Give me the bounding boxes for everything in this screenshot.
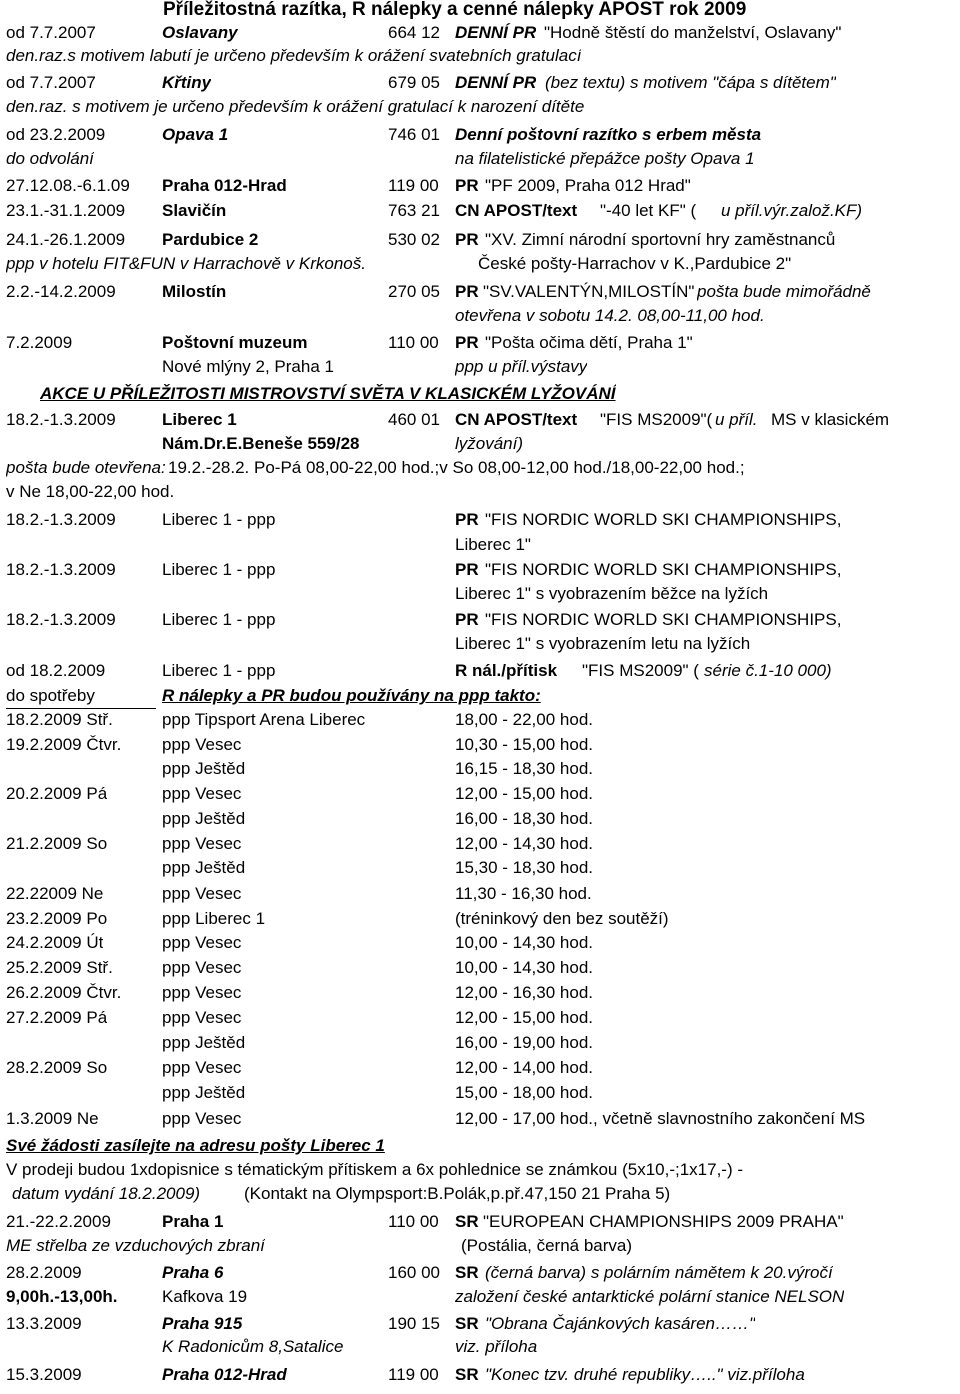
row-48-text-1: (Postália, černá barva) [461, 1236, 633, 1255]
row-17-text-0: pošta bude otevřena: [6, 458, 166, 477]
row-23-text-3: "FIS NORDIC WORLD SKI CHAMPIONSHIPS, [485, 610, 842, 629]
row-51-text-2: 190 15 [388, 1314, 440, 1333]
row-8-text-1: Pardubice 2 [162, 230, 259, 249]
row-3-text-0: den.raz. s motivem je určeno především k orážení gratulací k narození dítěte [6, 97, 585, 116]
row-46-text-1: (Kontakt na Olympsport:B.Polák,p.př.47,150 21 Praha 5) [244, 1184, 671, 1203]
row-34-text-0: 22.22009 Ne [6, 884, 104, 903]
row-0-text-2: 664 12 [388, 23, 440, 42]
row-10-text-1: Milostín [162, 282, 227, 301]
row-6-text-0: 27.12.08.-6.1.09 [6, 176, 130, 195]
row-43-text-2: 12,00 - 17,00 hod., včetně slavnostního zakončení MS [455, 1109, 866, 1128]
row-7-text-4: "-40 let KF" ( [600, 201, 697, 220]
row-4-text-2: 746 01 [388, 125, 440, 144]
row-28-text-2: 10,30 - 15,00 hod. [455, 735, 594, 754]
row-2-text-1: Křtiny [162, 73, 212, 92]
row-15-text-1: Liberec 1 [162, 410, 237, 429]
row-32-text-0: 21.2.2009 So [6, 834, 108, 853]
row-10-text-4: "SV.VALENTÝN,MILOSTÍN" [483, 282, 695, 301]
row-12-text-0: 7.2.2009 [6, 333, 73, 352]
row-29-text-1: 16,15 - 18,30 hod. [455, 759, 594, 778]
row-49-text-3: SR [455, 1263, 479, 1282]
row-36-text-1: ppp Vesec [162, 933, 242, 952]
row-12-text-4: "Pošta očima dětí, Praha 1" [485, 333, 693, 352]
row-1-text-0: den.raz.s motivem labutí je určeno především k orážení svatebních gratulací [6, 46, 582, 65]
row-38-text-2: 12,00 - 16,30 hod. [455, 983, 594, 1002]
row-27-text-1: ppp Tipsport Arena Liberec [162, 710, 366, 729]
row-26-text-0: do spotřeby [6, 686, 95, 705]
row-0-text-3: DENNÍ PR [455, 23, 537, 42]
row-16-text-0: Nám.Dr.E.Beneše 559/28 [162, 434, 360, 453]
document-title: Příležitostná razítka, R nálepky a cenné nálepky APOST rok 2009 [163, 0, 747, 20]
row-39-text-1: ppp Vesec [162, 1008, 242, 1027]
row-30-text-1: ppp Vesec [162, 784, 242, 803]
row-41-text-1: ppp Vesec [162, 1058, 242, 1077]
row-49-text-0: 28.2.2009 [6, 1263, 82, 1282]
row-53-text-3: SR [455, 1365, 479, 1384]
row-0-text-1: Oslavany [162, 23, 238, 42]
row-28-text-1: ppp Vesec [162, 735, 242, 754]
row-37-text-1: ppp Vesec [162, 958, 242, 977]
row-7-text-1: Slavičín [162, 201, 227, 220]
row-49-text-4: (černá barva) s polárním námětem k 20.výročí [485, 1263, 833, 1282]
row-47-text-4: "EUROPEAN CHAMPIONSHIPS 2009 PRAHA" [483, 1212, 844, 1231]
row-2-text-0: od 7.7.2007 [6, 73, 96, 92]
row-21-text-0: 18.2.-1.3.2009 [6, 560, 116, 579]
row-31-text-1: 16,00 - 18,30 hod. [455, 809, 594, 828]
row-47-text-3: SR [455, 1212, 479, 1231]
row-50-text-1: Kafkova 19 [162, 1287, 248, 1306]
row-41-text-0: 28.2.2009 So [6, 1058, 108, 1077]
row-6-text-1: Praha 012-Hrad [162, 176, 287, 195]
row-40-text-1: 16,00 - 19,00 hod. [455, 1033, 594, 1052]
row-10-text-0: 2.2.-14.2.2009 [6, 282, 116, 301]
row-38-text-0: 26.2.2009 Čtvr. [6, 983, 122, 1002]
row-50-text-0: 9,00h.-13,00h. [6, 1287, 118, 1306]
row-21-text-3: "FIS NORDIC WORLD SKI CHAMPIONSHIPS, [485, 560, 842, 579]
row-53-text-0: 15.3.2009 [6, 1365, 82, 1384]
row-35-text-1: ppp Liberec 1 [162, 909, 266, 928]
row-35-text-0: 23.2.2009 Po [6, 909, 108, 928]
row-32-text-1: ppp Vesec [162, 834, 242, 853]
row-51-text-4: "Obrana Čajánkových kasáren……" [485, 1314, 756, 1333]
row-9-text-0: ppp v hotelu FIT&FUN v Harrachově v Krkonoš. [6, 254, 366, 273]
row-53-text-2: 119 00 [388, 1365, 439, 1384]
row-41-text-2: 12,00 - 14,00 hod. [455, 1058, 594, 1077]
row-18-text-0: v Ne 18,00-22,00 hod. [6, 482, 175, 501]
row-10-text-3: PR [455, 282, 479, 301]
row-51-text-1: Praha 915 [162, 1314, 243, 1333]
row-25-text-1: Liberec 1 - ppp [162, 661, 276, 680]
row-19-text-0: 18.2.-1.3.2009 [6, 510, 116, 529]
row-13-text-1: ppp u příl.výstavy [455, 357, 588, 376]
row-14-text-0: AKCE U PŘÍLEŽITOSTI MISTROVSTVÍ SVĚTA V KLASICKÉM LYŽOVÁNÍ [40, 384, 616, 403]
row-43-text-0: 1.3.2009 Ne [6, 1109, 99, 1128]
row-19-text-3: "FIS NORDIC WORLD SKI CHAMPIONSHIPS, [485, 510, 842, 529]
row-31-text-0: ppp Ještěd [162, 809, 246, 828]
row-17-text-1: 19.2.-28.2. Po-Pá 08,00-22,00 hod.;v So 08,00-12,00 hod./18,00-22,00 hod.; [168, 458, 745, 477]
row-42-text-1: 15,00 - 18,00 hod. [455, 1083, 594, 1102]
row-19-text-1: Liberec 1 - ppp [162, 510, 276, 529]
row-15-text-2: 460 01 [388, 410, 440, 429]
row-6-text-3: PR [455, 176, 479, 195]
row-2-text-4: (bez textu) s motivem "čápa s dítětem" [545, 73, 836, 92]
row-40-text-0: ppp Ještěd [162, 1033, 246, 1052]
row-8-text-0: 24.1.-26.1.2009 [6, 230, 126, 249]
row-23-text-0: 18.2.-1.3.2009 [6, 610, 116, 629]
row-7-text-0: 23.1.-31.1.2009 [6, 201, 126, 220]
row-4-text-3: Denní poštovní razítko s erbem města [455, 125, 762, 144]
row-12-text-1: Poštovní muzeum [162, 333, 308, 352]
row-25-text-3: "FIS MS2009" ( [582, 661, 699, 680]
row-33-text-0: ppp Ještěd [162, 858, 246, 877]
row-22-text-0: Liberec 1" s vyobrazením běžce na lyžích [455, 584, 769, 603]
row-30-text-0: 20.2.2009 Pá [6, 784, 108, 803]
row-44-text-0: Své žádosti zasílejte na adresu pošty Liberec 1 [6, 1136, 385, 1155]
row-4-text-0: od 23.2.2009 [6, 125, 106, 144]
row-37-text-0: 25.2.2009 Stř. [6, 958, 113, 977]
row-53-text-4: "Konec tzv. druhé republiky….." viz.příloha [485, 1365, 805, 1384]
row-47-text-0: 21.-22.2.2009 [6, 1212, 111, 1231]
row-20-text-0: Liberec 1" [455, 535, 531, 554]
row-35-text-2: (tréninkový den bez soutěží) [455, 909, 669, 928]
row-4-text-1: Opava 1 [162, 125, 229, 144]
row-32-text-2: 12,00 - 14,30 hod. [455, 834, 594, 853]
row-36-text-2: 10,00 - 14,30 hod. [455, 933, 594, 952]
row-15-text-0: 18.2.-1.3.2009 [6, 410, 116, 429]
row-0-text-0: od 7.7.2007 [6, 23, 96, 42]
row-15-text-3: CN APOST/text [455, 410, 578, 429]
row-30-text-2: 12,00 - 15,00 hod. [455, 784, 594, 803]
row-12-text-3: PR [455, 333, 479, 352]
row-19-text-2: PR [455, 510, 479, 529]
row-45-text-0: V prodeji budou 1xdopisnice s tématickým přítiskem a 6x pohlednice se známkou (5x10,-;1x17,-) - [6, 1160, 744, 1179]
row-47-text-2: 110 00 [388, 1212, 439, 1231]
row-49-text-2: 160 00 [388, 1263, 440, 1282]
row-43-text-1: ppp Vesec [162, 1109, 242, 1128]
row-21-text-1: Liberec 1 - ppp [162, 560, 276, 579]
row-5-text-1: na filatelistické přepážce pošty Opava 1 [455, 149, 755, 168]
row-50-text-2: založení české antarktické polární stanice NELSON [455, 1287, 845, 1306]
row-5-text-0: do odvolání [6, 149, 94, 168]
row-39-text-0: 27.2.2009 Pá [6, 1008, 108, 1027]
row-7-text-3: CN APOST/text [455, 201, 578, 220]
row-39-text-2: 12,00 - 15,00 hod. [455, 1008, 594, 1027]
row-15-text-6: MS v klasickém [771, 410, 890, 429]
row-23-text-1: Liberec 1 - ppp [162, 610, 276, 629]
row-34-text-2: 11,30 - 16,30 hod. [455, 884, 592, 903]
row-7-text-5: u příl.výr.založ.KF) [721, 201, 863, 220]
row-37-text-2: 10,00 - 14,30 hod. [455, 958, 594, 977]
row-46-text-0: datum vydání 18.2.2009) [12, 1184, 201, 1203]
row-48-text-0: ME střelba ze vzduchových zbraní [6, 1236, 265, 1255]
row-25-text-0: od 18.2.2009 [6, 661, 106, 680]
row-49-text-1: Praha 6 [162, 1263, 224, 1282]
row-29-text-0: ppp Ještěd [162, 759, 246, 778]
row-11-text-0: otevřena v sobotu 14.2. 08,00-11,00 hod. [455, 306, 765, 325]
row-8-text-2: 530 02 [388, 230, 440, 249]
row-6-text-2: 119 00 [388, 176, 439, 195]
row-23-text-2: PR [455, 610, 479, 629]
row-10-text-2: 270 05 [388, 282, 440, 301]
row-28-text-0: 19.2.2009 Čtvr. [6, 735, 122, 754]
row-27-text-0: 18.2.2009 Stř. [6, 710, 113, 729]
row-25-text-2: R nál./přítisk [455, 661, 558, 680]
row-27-text-2: 18,00 - 22,00 hod. [455, 710, 594, 729]
row-13-text-0: Nové mlýny 2, Praha 1 [162, 357, 334, 376]
row-42-text-0: ppp Ještěd [162, 1083, 246, 1102]
row-8-text-4: "XV. Zimní národní sportovní hry zaměstnanců [485, 230, 836, 249]
row-38-text-1: ppp Vesec [162, 983, 242, 1002]
row-51-text-0: 13.3.2009 [6, 1314, 82, 1333]
row-51-text-3: SR [455, 1314, 479, 1333]
row-2-text-3: DENNÍ PR [455, 73, 537, 92]
row-26-text-1: R nálepky a PR budou používány na ppp takto: [162, 686, 541, 705]
row-25-text-4: série č.1-10 000) [704, 661, 832, 680]
row-7-text-2: 763 21 [388, 201, 440, 220]
row-34-text-1: ppp Vesec [162, 884, 242, 903]
row-53-text-1: Praha 012-Hrad [162, 1365, 287, 1384]
row-52-text-1: viz. příloha [455, 1337, 538, 1356]
row-52-text-0: K Radonicům 8,Satalice [162, 1337, 344, 1356]
row-2-text-2: 679 05 [388, 73, 440, 92]
row-24-text-0: Liberec 1" s vyobrazením letu na lyžích [455, 634, 751, 653]
row-16-text-1: lyžování) [455, 434, 524, 453]
row-12-text-2: 110 00 [388, 333, 439, 352]
row-15-text-4: "FIS MS2009"( [600, 410, 713, 429]
row-10-text-5: pošta bude mimořádně [697, 282, 871, 301]
row-0-text-4: "Hodně štěstí do manželství, Oslavany" [544, 23, 842, 42]
row-21-text-2: PR [455, 560, 479, 579]
row-9-text-1: České pošty-Harrachov v K.,Pardubice 2" [478, 254, 792, 273]
row-33-text-1: 15,30 - 18,30 hod. [455, 858, 594, 877]
rule-line [6, 708, 156, 709]
row-15-text-5: u příl. [715, 410, 758, 429]
row-47-text-1: Praha 1 [162, 1212, 224, 1231]
row-6-text-4: "PF 2009, Praha 012 Hrad" [485, 176, 691, 195]
row-36-text-0: 24.2.2009 Út [6, 933, 104, 952]
row-8-text-3: PR [455, 230, 479, 249]
